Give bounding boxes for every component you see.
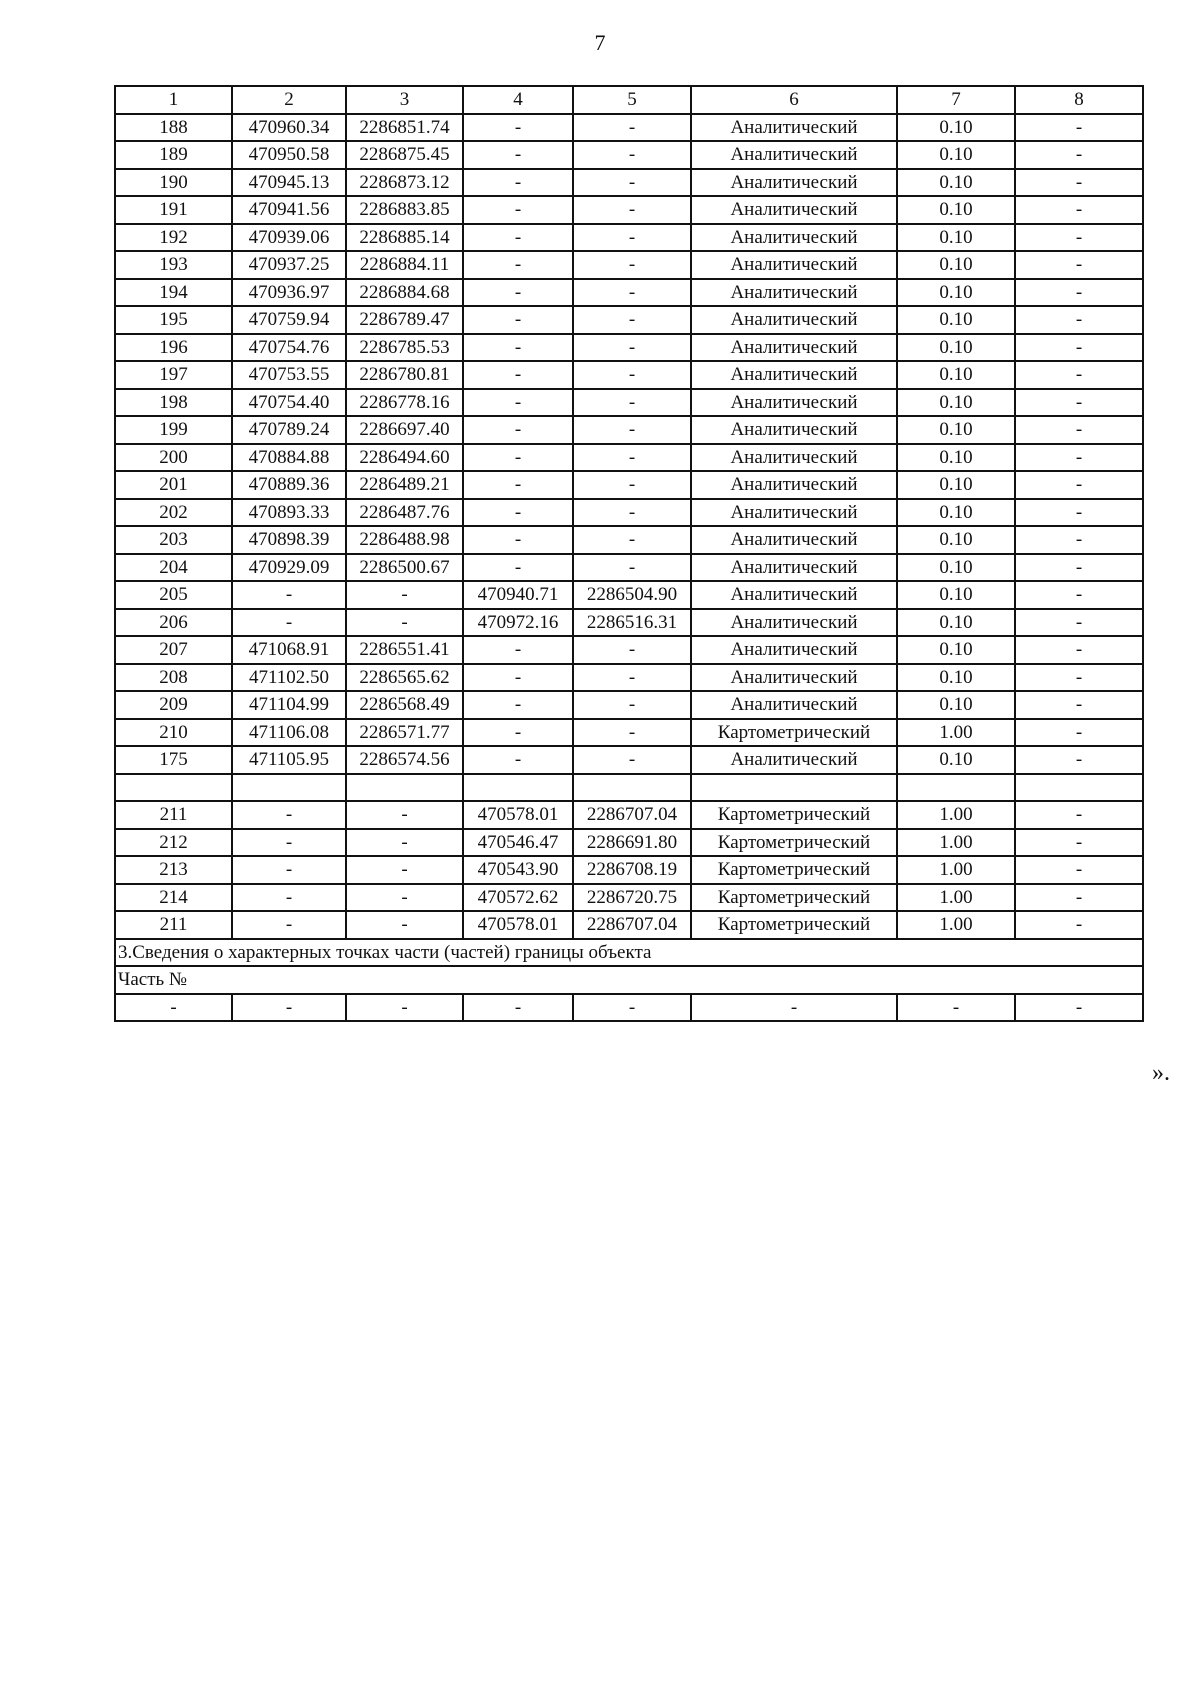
- table-cell: -: [1015, 664, 1143, 692]
- table-cell: Аналитический: [691, 141, 897, 169]
- table-cell: -: [346, 911, 463, 939]
- table-cell: -: [463, 994, 573, 1022]
- table-cell: 201: [115, 471, 232, 499]
- table-cell: -: [346, 829, 463, 857]
- table-cell: -: [573, 306, 691, 334]
- table-cell: -: [573, 691, 691, 719]
- table-cell: 470929.09: [232, 554, 346, 582]
- table-cell: 0.10: [897, 334, 1015, 362]
- table-cell: 196: [115, 334, 232, 362]
- table-cell: -: [1015, 994, 1143, 1022]
- table-cell: -: [573, 994, 691, 1022]
- table-cell: 2286574.56: [346, 746, 463, 774]
- table-cell: 209: [115, 691, 232, 719]
- table-cell: 191: [115, 196, 232, 224]
- table-cell: -: [232, 884, 346, 912]
- table-cell: -: [1015, 471, 1143, 499]
- table-cell: -: [573, 719, 691, 747]
- table-row: [115, 994, 1143, 1022]
- table-cell: 190: [115, 169, 232, 197]
- table-row: [115, 141, 1143, 169]
- table-cell: 471068.91: [232, 636, 346, 664]
- table-cell: 2286489.21: [346, 471, 463, 499]
- table-cell: 198: [115, 389, 232, 417]
- table-cell: -: [573, 224, 691, 252]
- table-cell: [346, 774, 463, 802]
- table-cell: -: [232, 829, 346, 857]
- table-cell: -: [1015, 279, 1143, 307]
- table-cell: 0.10: [897, 609, 1015, 637]
- table-cell: 0.10: [897, 389, 1015, 417]
- table-cell: 0.10: [897, 526, 1015, 554]
- part-label-row: [115, 966, 1143, 994]
- table-cell: Аналитический: [691, 361, 897, 389]
- table-cell: 189: [115, 141, 232, 169]
- table-cell: 470754.76: [232, 334, 346, 362]
- table-cell: 2286516.31: [573, 609, 691, 637]
- table-cell: 0.10: [897, 416, 1015, 444]
- table-cell: 470889.36: [232, 471, 346, 499]
- table-cell: 0.10: [897, 224, 1015, 252]
- table-cell: Аналитический: [691, 581, 897, 609]
- table-row: [115, 444, 1143, 472]
- table-cell: [232, 774, 346, 802]
- table-cell: Аналитический: [691, 416, 897, 444]
- table-cell: -: [1015, 829, 1143, 857]
- table-cell: 471102.50: [232, 664, 346, 692]
- table-cell: -: [1015, 691, 1143, 719]
- table-cell: -: [463, 499, 573, 527]
- table-cell: -: [463, 306, 573, 334]
- table-cell: 0.10: [897, 196, 1015, 224]
- table-cell: -: [1015, 884, 1143, 912]
- table-cell: 470753.55: [232, 361, 346, 389]
- table-cell: Аналитический: [691, 664, 897, 692]
- table-cell: 2286707.04: [573, 911, 691, 939]
- table-cell: -: [1015, 801, 1143, 829]
- table-cell: 2286789.47: [346, 306, 463, 334]
- table-cell: 2286568.49: [346, 691, 463, 719]
- table-cell: -: [573, 334, 691, 362]
- table-cell: 2286707.04: [573, 801, 691, 829]
- table-row: [115, 609, 1143, 637]
- table-cell: Аналитический: [691, 554, 897, 582]
- table-cell: 2286708.19: [573, 856, 691, 884]
- table-cell: -: [463, 279, 573, 307]
- table-row: [115, 499, 1143, 527]
- table-cell: Аналитический: [691, 114, 897, 142]
- table-cell: 2286487.76: [346, 499, 463, 527]
- table-cell: 1.00: [897, 911, 1015, 939]
- table-cell: -: [346, 609, 463, 637]
- table-cell: 0.10: [897, 141, 1015, 169]
- table-row: [115, 224, 1143, 252]
- table-cell: -: [1015, 581, 1143, 609]
- table-cell: -: [573, 526, 691, 554]
- table-cell: 2286494.60: [346, 444, 463, 472]
- table-cell: Аналитический: [691, 169, 897, 197]
- table-cell: 0.10: [897, 664, 1015, 692]
- table-cell: -: [232, 994, 346, 1022]
- table-cell: -: [346, 856, 463, 884]
- table-cell: 1.00: [897, 856, 1015, 884]
- table-cell: Картометрический: [691, 884, 897, 912]
- table-cell: -: [463, 169, 573, 197]
- table-cell: -: [346, 581, 463, 609]
- table-cell: 2286778.16: [346, 389, 463, 417]
- section-title-row: [115, 939, 1143, 967]
- table-cell: Аналитический: [691, 279, 897, 307]
- table-cell: 206: [115, 609, 232, 637]
- table-cell: -: [1015, 361, 1143, 389]
- table-cell: Аналитический: [691, 499, 897, 527]
- table-cell: -: [1015, 746, 1143, 774]
- table-row: [115, 306, 1143, 334]
- table-row: [115, 251, 1143, 279]
- section-title-row-cell: 3.Сведения о характерных точках части (частей) границы объекта: [115, 939, 1143, 967]
- table-cell: 2286883.85: [346, 196, 463, 224]
- table-cell: -: [1015, 526, 1143, 554]
- table-cell: -: [573, 196, 691, 224]
- table-row: [115, 829, 1143, 857]
- table-cell: -: [573, 499, 691, 527]
- table-cell: 211: [115, 911, 232, 939]
- table-cell: 188: [115, 114, 232, 142]
- table-cell: Аналитический: [691, 444, 897, 472]
- table-cell: -: [573, 636, 691, 664]
- table-cell: 207: [115, 636, 232, 664]
- table-cell: 0.10: [897, 746, 1015, 774]
- table-cell: Аналитический: [691, 471, 897, 499]
- table-cell: -: [573, 169, 691, 197]
- table-cell: 470759.94: [232, 306, 346, 334]
- table-cell: -: [463, 196, 573, 224]
- table-cell: 0.10: [897, 251, 1015, 279]
- coordinates-table: [114, 85, 1144, 1022]
- table-cell: 2286785.53: [346, 334, 463, 362]
- table-cell: 193: [115, 251, 232, 279]
- table-cell: Картометрический: [691, 801, 897, 829]
- table-row: [115, 389, 1143, 417]
- table-cell: -: [573, 471, 691, 499]
- table-row: [115, 416, 1143, 444]
- table-cell: 213: [115, 856, 232, 884]
- table-cell: 2: [232, 86, 346, 114]
- table-cell: -: [1015, 499, 1143, 527]
- table-row: [115, 279, 1143, 307]
- table-row: [115, 911, 1143, 939]
- table-cell: -: [115, 994, 232, 1022]
- table-cell: 0.10: [897, 636, 1015, 664]
- table-cell: -: [573, 279, 691, 307]
- table-cell: Картометрический: [691, 829, 897, 857]
- table-cell: 192: [115, 224, 232, 252]
- table-cell: 470578.01: [463, 911, 573, 939]
- table-cell: -: [1015, 334, 1143, 362]
- table-cell: -: [463, 224, 573, 252]
- table-cell: 202: [115, 499, 232, 527]
- table-cell: -: [897, 994, 1015, 1022]
- table-cell: Аналитический: [691, 526, 897, 554]
- table-cell: -: [463, 526, 573, 554]
- table-cell: 0.10: [897, 361, 1015, 389]
- table-cell: -: [463, 444, 573, 472]
- table-cell: 2286551.41: [346, 636, 463, 664]
- table-cell: 199: [115, 416, 232, 444]
- table-cell: [463, 774, 573, 802]
- table-cell: 2286571.77: [346, 719, 463, 747]
- table-cell: 470937.25: [232, 251, 346, 279]
- table-cell: 197: [115, 361, 232, 389]
- table-row: [115, 664, 1143, 692]
- table-cell: 194: [115, 279, 232, 307]
- table-cell: 0.10: [897, 691, 1015, 719]
- table-cell: 470546.47: [463, 829, 573, 857]
- table-cell: -: [463, 471, 573, 499]
- table-cell: 470936.97: [232, 279, 346, 307]
- table-cell: Аналитический: [691, 746, 897, 774]
- part-label-row-cell: Часть №: [115, 966, 1143, 994]
- table-cell: -: [1015, 416, 1143, 444]
- table-cell: 470939.06: [232, 224, 346, 252]
- table-cell: -: [1015, 911, 1143, 939]
- table-cell: -: [232, 581, 346, 609]
- table-cell: -: [346, 884, 463, 912]
- table-cell: -: [463, 251, 573, 279]
- table-cell: -: [346, 801, 463, 829]
- table-cell: -: [573, 554, 691, 582]
- table-cell: 2286720.75: [573, 884, 691, 912]
- table-cell: -: [1015, 719, 1143, 747]
- table-cell: 4: [463, 86, 573, 114]
- table-cell: -: [232, 911, 346, 939]
- table-cell: -: [573, 389, 691, 417]
- table-cell: Аналитический: [691, 334, 897, 362]
- table-cell: 470754.40: [232, 389, 346, 417]
- table-cell: 2286565.62: [346, 664, 463, 692]
- table-row: [115, 884, 1143, 912]
- table-cell: 208: [115, 664, 232, 692]
- table-cell: -: [691, 994, 897, 1022]
- table-cell: 0.10: [897, 169, 1015, 197]
- table-cell: 1.00: [897, 719, 1015, 747]
- table-cell: 0.10: [897, 554, 1015, 582]
- table-cell: 470960.34: [232, 114, 346, 142]
- table-cell: -: [463, 554, 573, 582]
- table-cell: -: [463, 691, 573, 719]
- table-row: [115, 334, 1143, 362]
- table-cell: 203: [115, 526, 232, 554]
- table-cell: 2286504.90: [573, 581, 691, 609]
- table-cell: -: [1015, 306, 1143, 334]
- table-cell: 470898.39: [232, 526, 346, 554]
- table-cell: -: [463, 141, 573, 169]
- table-cell: 211: [115, 801, 232, 829]
- table-cell: 2286691.80: [573, 829, 691, 857]
- table-cell: -: [573, 416, 691, 444]
- table-row: [115, 856, 1143, 884]
- table-cell: 1.00: [897, 884, 1015, 912]
- table-cell: 470893.33: [232, 499, 346, 527]
- table-cell: 5: [573, 86, 691, 114]
- table-cell: -: [1015, 856, 1143, 884]
- table-cell: -: [463, 389, 573, 417]
- table-cell: 2286885.14: [346, 224, 463, 252]
- table-row: [115, 636, 1143, 664]
- table-cell: 1.00: [897, 801, 1015, 829]
- table-cell: 205: [115, 581, 232, 609]
- table-cell: 2286884.68: [346, 279, 463, 307]
- table-cell: 0.10: [897, 444, 1015, 472]
- table-row: [115, 526, 1143, 554]
- table-cell: -: [573, 444, 691, 472]
- table-cell: -: [1015, 141, 1143, 169]
- table-cell: 6: [691, 86, 897, 114]
- table-row: [115, 114, 1143, 142]
- table-cell: 470941.56: [232, 196, 346, 224]
- table-cell: -: [573, 141, 691, 169]
- table-cell: 471105.95: [232, 746, 346, 774]
- table-cell: 2286851.74: [346, 114, 463, 142]
- table-cell: -: [1015, 636, 1143, 664]
- table-cell: 2286875.45: [346, 141, 463, 169]
- table-cell: 204: [115, 554, 232, 582]
- table-cell: 470884.88: [232, 444, 346, 472]
- table-cell: [897, 774, 1015, 802]
- table-cell: -: [573, 361, 691, 389]
- table-cell: -: [463, 664, 573, 692]
- table-cell: Аналитический: [691, 306, 897, 334]
- table-cell: 2286500.67: [346, 554, 463, 582]
- table-cell: 1: [115, 86, 232, 114]
- table-cell: 0.10: [897, 114, 1015, 142]
- table-cell: -: [1015, 444, 1143, 472]
- table-row: [115, 361, 1143, 389]
- table-row: [115, 719, 1143, 747]
- table-cell: -: [232, 609, 346, 637]
- table-cell: [1015, 774, 1143, 802]
- table-cell: Аналитический: [691, 251, 897, 279]
- table-header-row: [115, 86, 1143, 114]
- table-cell: -: [463, 719, 573, 747]
- table-cell: -: [573, 114, 691, 142]
- table-cell: -: [573, 746, 691, 774]
- table-cell: 470789.24: [232, 416, 346, 444]
- table-cell: 2286780.81: [346, 361, 463, 389]
- table-cell: -: [573, 664, 691, 692]
- table-row: [115, 801, 1143, 829]
- table-cell: Аналитический: [691, 224, 897, 252]
- table-row: [115, 471, 1143, 499]
- table-cell: 0.10: [897, 279, 1015, 307]
- table-cell: 470950.58: [232, 141, 346, 169]
- table-cell: Аналитический: [691, 609, 897, 637]
- table-cell: -: [1015, 251, 1143, 279]
- table-cell: 3: [346, 86, 463, 114]
- table-cell: 2286697.40: [346, 416, 463, 444]
- table-row: [115, 169, 1143, 197]
- table-cell: 470945.13: [232, 169, 346, 197]
- table-cell: 470572.62: [463, 884, 573, 912]
- table-cell: -: [1015, 169, 1143, 197]
- table-cell: 470940.71: [463, 581, 573, 609]
- table-cell: 470578.01: [463, 801, 573, 829]
- table-cell: 7: [897, 86, 1015, 114]
- table-cell: -: [1015, 609, 1143, 637]
- table-row: [115, 196, 1143, 224]
- table-cell: 195: [115, 306, 232, 334]
- table-cell: -: [463, 636, 573, 664]
- table-row: [115, 746, 1143, 774]
- table-cell: Аналитический: [691, 389, 897, 417]
- table-cell: -: [573, 251, 691, 279]
- table-cell: -: [463, 114, 573, 142]
- table-cell: Картометрический: [691, 911, 897, 939]
- table-row: [115, 691, 1143, 719]
- table-cell: 212: [115, 829, 232, 857]
- table-cell: 2286873.12: [346, 169, 463, 197]
- closing-quote-mark: ».: [1152, 1060, 1170, 1086]
- table-cell: 0.10: [897, 471, 1015, 499]
- table-cell: [573, 774, 691, 802]
- table-cell: 175: [115, 746, 232, 774]
- table-row: [115, 554, 1143, 582]
- table-cell: -: [1015, 196, 1143, 224]
- table-cell: 471104.99: [232, 691, 346, 719]
- table-cell: Картометрический: [691, 719, 897, 747]
- table-cell: 2286884.11: [346, 251, 463, 279]
- table-cell: 210: [115, 719, 232, 747]
- table-cell: 0.10: [897, 306, 1015, 334]
- table-row: [115, 581, 1143, 609]
- table-cell: [115, 774, 232, 802]
- table-cell: -: [463, 334, 573, 362]
- table-cell: 1.00: [897, 829, 1015, 857]
- table-cell: -: [1015, 114, 1143, 142]
- table-cell: -: [232, 856, 346, 884]
- table-row: [115, 774, 1143, 802]
- table-cell: 471106.08: [232, 719, 346, 747]
- table-cell: 0.10: [897, 499, 1015, 527]
- table-cell: -: [463, 416, 573, 444]
- table-cell: Картометрический: [691, 856, 897, 884]
- table-cell: -: [1015, 389, 1143, 417]
- table-cell: 200: [115, 444, 232, 472]
- table-cell: -: [346, 994, 463, 1022]
- table-cell: 0.10: [897, 581, 1015, 609]
- table-cell: 8: [1015, 86, 1143, 114]
- table-cell: Аналитический: [691, 691, 897, 719]
- page-number: 7: [594, 30, 606, 55]
- table-cell: Аналитический: [691, 196, 897, 224]
- table-cell: 470972.16: [463, 609, 573, 637]
- table-cell: -: [1015, 554, 1143, 582]
- table-cell: -: [1015, 224, 1143, 252]
- table-cell: 470543.90: [463, 856, 573, 884]
- table-cell: -: [232, 801, 346, 829]
- table-cell: -: [463, 361, 573, 389]
- table-cell: 214: [115, 884, 232, 912]
- table-cell: -: [463, 746, 573, 774]
- table-cell: Аналитический: [691, 636, 897, 664]
- table-cell: 2286488.98: [346, 526, 463, 554]
- table-cell: [691, 774, 897, 802]
